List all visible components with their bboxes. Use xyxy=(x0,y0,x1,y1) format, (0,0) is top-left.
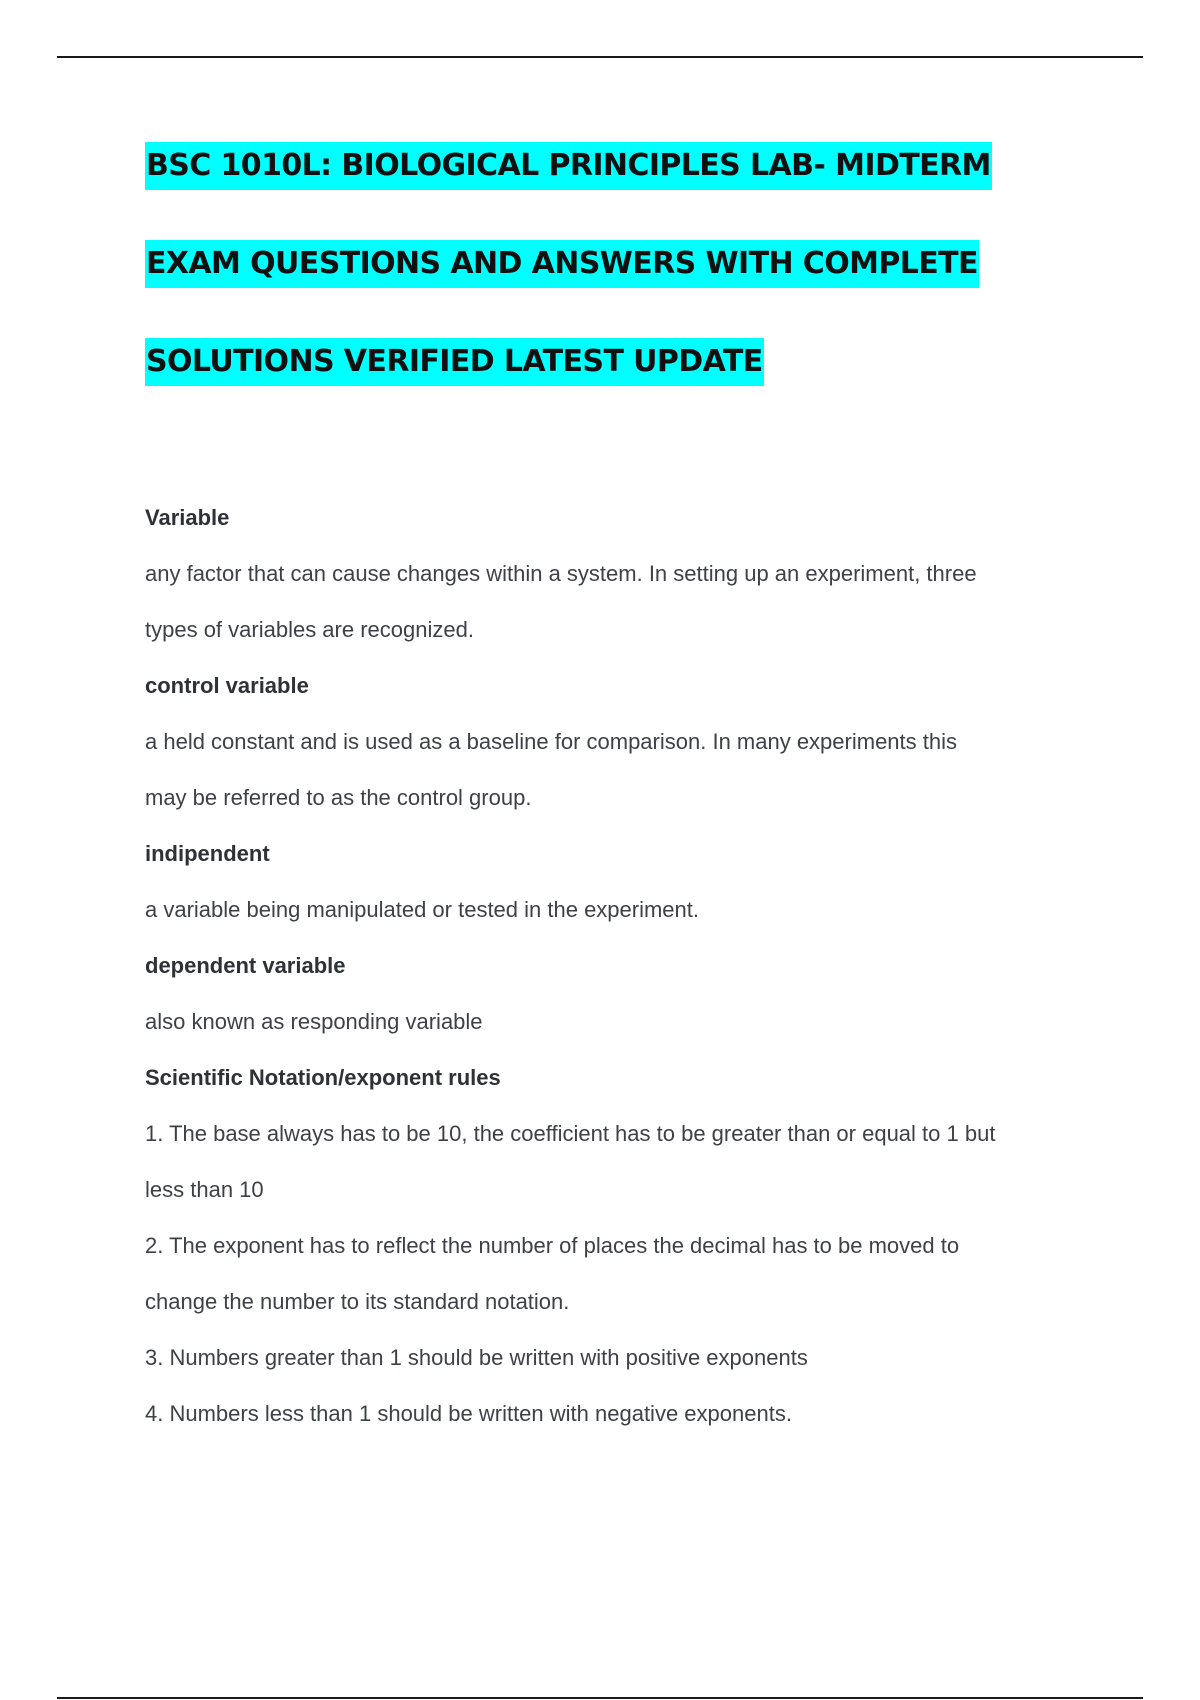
title-line xyxy=(145,142,1085,240)
title-line-text: SOLUTIONS VERIFIED LATEST UPDATE xyxy=(145,338,764,386)
title-line xyxy=(145,240,1085,338)
definition-line: 1. The base always has to be 10, the coefficient has to be greater than or equal to 1 but xyxy=(145,1121,996,1146)
term-independent: indipendent xyxy=(145,841,270,866)
definition-line: less than 10 xyxy=(145,1177,264,1202)
term-dependent-variable: dependent variable xyxy=(145,953,346,978)
definition-line: may be referred to as the control group. xyxy=(145,785,532,810)
definition-line: 3. Numbers greater than 1 should be written with positive exponents xyxy=(145,1345,808,1370)
term-variable: Variable xyxy=(145,505,230,530)
definition-line: 2. The exponent has to reflect the number of places the decimal has to be moved to xyxy=(145,1233,960,1258)
title-line xyxy=(145,338,1085,436)
definition-line: 4. Numbers less than 1 should be written with negative exponents. xyxy=(145,1401,792,1426)
definition-line: also known as responding variable xyxy=(145,1009,483,1034)
term-scientific-notation: Scientific Notation/exponent rules xyxy=(145,1065,501,1090)
term-control-variable: control variable xyxy=(145,673,309,698)
definition-line: a held constant and is used as a baseline for comparison. In many experiments this xyxy=(145,729,958,754)
header-rule xyxy=(57,56,1143,58)
document-title xyxy=(145,142,1085,436)
definition-line: any factor that can cause changes within a system. In setting up an experiment, three xyxy=(145,561,977,586)
flashcard-list xyxy=(145,490,1095,1442)
definition-line: types of variables are recognized. xyxy=(145,617,474,642)
title-line-text: EXAM QUESTIONS AND ANSWERS WITH COMPLETE xyxy=(145,240,979,288)
definition-line: a variable being manipulated or tested in the experiment. xyxy=(145,897,700,922)
title-line-text: BSC 1010L: BIOLOGICAL PRINCIPLES LAB- MIDTERM xyxy=(145,142,992,190)
definition-line: change the number to its standard notation. xyxy=(145,1289,570,1314)
footer-rule xyxy=(57,1697,1143,1699)
